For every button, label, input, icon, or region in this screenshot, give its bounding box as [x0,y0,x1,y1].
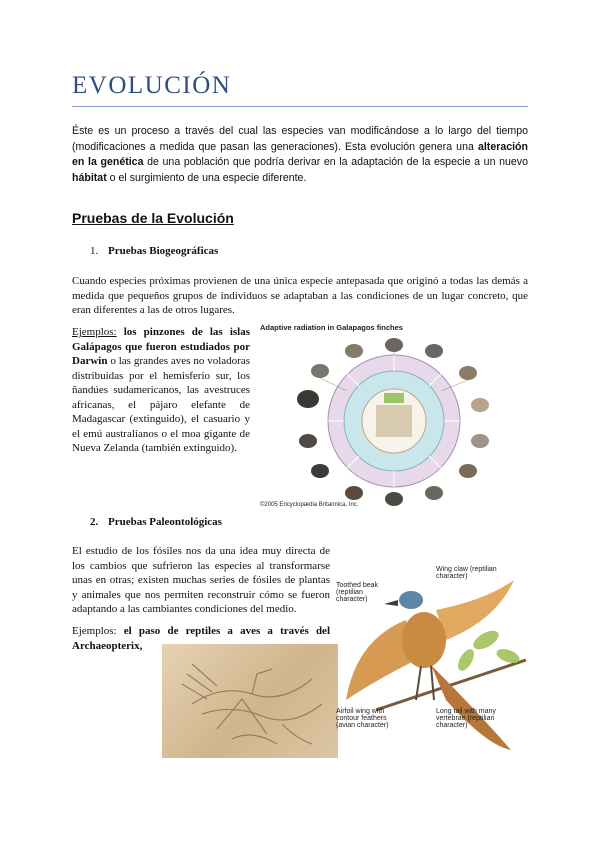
intro-paragraph [72,124,528,186]
intro-text-1: Éste es un proceso a través del cual las especies van modificándose a lo largo del tiempo (modificaciones a medida que pasan las generaciones). Esta evolución genera una [72,125,528,153]
finches-figure [258,323,530,513]
subsection-2-number: 2. [90,516,99,528]
subsection-2-title: Pruebas Paleontológicas [108,516,222,528]
subsection-2-text: El estudio de los fósiles nos da una idea muy directa de los cambios que sufrieron las especies al transformarse unas en otras; existen muchas series de fósiles de plantas y animales que nos permiten reconstruir cómo se fueron adaptando a las cambiantes condiciones del medio. [72,545,330,615]
label-wing-claw: Wing claw (reptilian character) [436,566,497,580]
intro-text-3: o el surgimiento de una especie diferente. [106,171,307,184]
fossil-photo [162,644,338,758]
examples-label-2: Ejemplos: [72,625,117,637]
examples-label-1: Ejemplos: [72,326,117,338]
title-underline [72,106,528,107]
subsection-1-title: Pruebas Biogeográficas [108,245,219,257]
intro-bold-1: alteración en la genética [72,140,528,168]
label-airfoil-wing: Airfoil wing with contour feathers (avian character) [336,708,389,729]
examples-bold-1: los pinzones de las islas Galápagos que fueron estudiados por Darwin [72,326,250,367]
examples-text-1: o las grandes aves no voladoras distribuidas por el hemisferio sur, los ñandúes sudamericanos, las avestruces africanas, el pájaro elefante de Madagascar (extinguido), el casuario y el emú australianos o el moa gigante de Nueva Zelanda (también extinguido). [72,355,250,454]
page-title: EVOLUCIÓN [72,72,232,99]
label-toothed-beak: Toothed beak (reptilian character) [336,582,379,603]
archaeopteryx-figure [336,560,528,760]
subsection-1-number: 1. [90,245,99,257]
intro-text-2: de una población que podría derivar en la adaptación de la especie a un nuevo [143,156,528,168]
section-title: Pruebas de la Evolución [72,210,234,226]
finches-diagram [258,333,530,513]
subsection-1-examples [72,325,250,456]
finches-figure-credit: ©2005 Encyclopædia Britannica, Inc. [260,502,359,508]
finches-figure-title: Adaptive radiation in Galapagos finches [260,323,403,332]
subsection-1-text: Cuando especies próximas provienen de una única especie antepasada que originó a todas las demás a medida que pequeños grupos de individuos se adaptaban a las condiciones de un lugar concreto, que eran diferentes a las de otros lugares. [72,275,528,316]
examples-bold-2: el paso de reptiles a aves a través del Archaeopterix, [72,625,330,652]
label-long-tail: Long tail with many vertebrae (reptilian character) [436,708,496,729]
intro-bold-2: hábitat [72,171,107,184]
subsection-1-heading [90,245,218,257]
subsection-2-heading [90,516,222,528]
fossil-imprint-image [162,644,338,758]
